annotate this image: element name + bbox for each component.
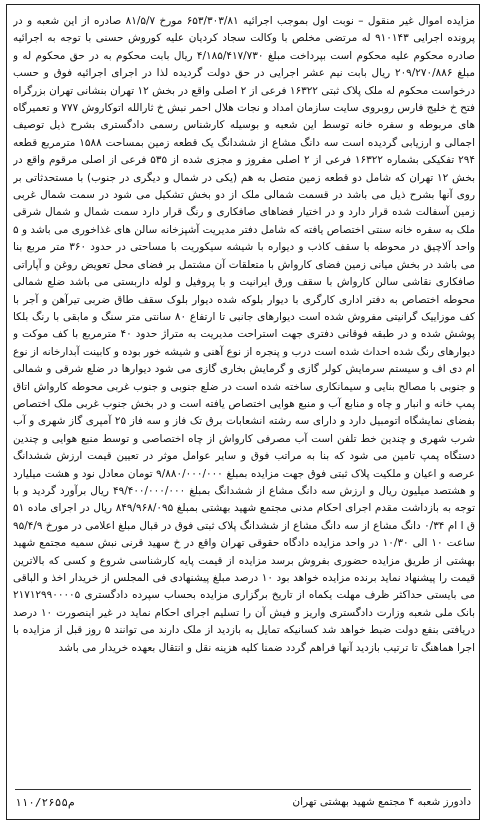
notice-frame (6, 4, 480, 820)
notice-body (13, 13, 475, 789)
court-signature: دادورز شعبه ۴ مجتمع شهید بهشتی تهران (292, 796, 471, 808)
notice-paragraph: مزایده اموال غیر منقول – نوبت اول بموجب اجرائیه ۶۵۳/۳۰۳/۸۱ مورخ ۸۱/۵/۷ صادره از این شعبه و در پرونده اجرایی ۹۱۰۱۴۳ له مرتضی مخلص با وکالت سجاد کردیان علیه کوروش حسنی با توجه به اجرائیه صادره محکوم علیه محکوم است بپرداخت مبلغ ۴/۱۸۵/۴۱۷/۷۳۰ ریال بابت محکوم به در حق محکوم له و مبلغ ۲۰۹/۲۷۰/۸۸۶ ریال بابت نیم عشر اجرایی در حق دولت گردیده لذا در اجرای اجرائیه فوق و حسب درخواست محکوم له ملک پلاک ثبتی ۱۶۳۲۲ فرعی از ۲ اصلی واقع در بخش ۱۲ تهران بنشانی تهران بزرگراه فتح خ خلیج فارس روبروی سایت سازمان امداد و نجات هلال احمر نبش خ ثارالله اتوکاروش ۷۷۷ و تعمیرگاه های مربوطه و سفره خانه توسط این شعبه و بوسیله کارشناس رسمی دادگستری بشرح ذیل توصیف اجمالی و ارزیابی گردیده است سه دانگ مشاع از ششدانگ یک قطعه زمین بمساحت ۱۵۸۸ مترمربع قطعه ۲۹۴ تفکیکی بشماره ۱۶۳۲۲ فرعی از ۲ اصلی مفروز و مجزی شده از ۵۳۵ فرعی از اصلی مرقوم واقع در بخش ۱۲ تهران که شامل دو قطعه زمین متصل به هم (یکی در شمال و دیگری در جنوب) با مستحدثاتی بر روی آنها بشرح ذیل می باشد در قسمت شمالی ملک از دو بخش تشکیل می شود در سمت شمال غربی زمین آسفالت شده قرار دارد و در اختیار فضاهای صافکاری و رنگ قرار دارد سمت شمال و شمال شرقی ملک به سفره خانه سنتی اختصاص یافته که شامل دفتر مدیریت آشپزخانه سالن های غذاخوری می باشد و ۵ واحد آلاچیق در محوطه با سقف کاذب و دیواره با شیشه سیکوریت با مساحتی در حدود ۳۶۰ متر مربع بنا می باشد در بخش میانی زمین فضای کارواش با متعلقات آن مشتمل بر فضای محل تعویض روغن و آپاراتی صافکاری نقاشی سالن کارواش با سقف ورق ایرانیت و با پروفیل و لوله داربستی می باشد ضلع شمالی محوطه اختصاص به دفتر اداری کارگری با دیوار بلوکه شده دیوار بلوک سقف طاق ضربی تیرآهن و آجر با کف موزاییک گرانیتی مفروش شده است دیوارهای جانبی تا ارتفاع ۸۰ سانتی متر سنگ و مابقی با رنگ بلکا پوشش شده و در طبقه فوقانی دفتری جهت استراحت مدیریت به متراژ حدود ۴۰ مترمربع با کف موکت و دیوارهای رنگ شده احداث شده است درب و پنجره از نوع آهنی و شیشه خور بوده و کابینت آبدارخانه از نوع ام دی اف و سیستم سرمایش کولر گازی و گرمایش بخاری گازی می شود دیوارها در ضلع شرقی و شمالی و جنوبی با مصالح بنایی و سیمانکاری ساخته شده است در ضلع جنوبی و جنوب غربی محوطه کارواش اتاق پمپ خانه و انبار و چاه و منابع آب و منبع هوایی اختصاص یافته است و در بخش جنوب غربی ملک اختصاص بفضای نمایشگاه اتومبیل دارد و دارای سه رشته انشعابات برق تک فاز و سه فاز ۲۵ آمپری گاز شهری و آب شرب شهری و چندین خط تلفن است آب مصرفی کارواش از چاه اختصاصی و توسط منبع هوایی و چندین دستگاه پمپ تامین می شود که بنا به مراتب فوق و سایر عوامل موثر در تعیین قیمت ارزش ششدانگ عرصه و اعیان و ملکیت پلاک ثبتی فوق جهت مزایده بمبلغ ۹/۸۸۰/۰۰۰/۰۰۰ تومان معادل نود و هشت میلیارد و هشتصد میلیون ریال و ارزش سه دانگ مشاع از ششدانگ بمبلغ ۴۹/۴۰۰/۰۰۰/۰۰۰ ریال برآورد گردید و با توجه به بازداشت مقدم اجرای احکام مدنی مجتمع شهید بهشتی بمبلغ ۸۴۹/۹۶۸/۰۹۵ ریال در اجرای ماده ۵۱ ق ا ام ۰/۳۴ دانگ مشاع از سه دانگ مشاع از ششدانگ پلاک ثبتی فوق در قبال مبلغ اعلامی در مورخ ۹۵/۴/۹ ساعت ۱۰ الی ۱۰/۳۰ در واحد مزایده دادگاه حقوقی تهران واقع در خ سهید قرنی نبش سمیه مجتمع شهید بهشتی از طریق مزایده حضوری بفروش برسد مزایده از قیمت پایه کارشناسی شروع و کسی که بالاترین قیمت را پیشنهاد نماید برنده مزایده خواهد بود ۱۰ درصد مبلغ پیشنهادی فی المجلس از خریدار اخذ و الباقی می بایستی حداکثر ظرف مهلت یکماه از تاریخ برگزاری مزایده بحساب سپرده دادگستری ۲۱۷۱۲۹۹۰۰۰۰۵ بانک ملی شعبه وزارت دادگستری واریز و فیش آن را تسلیم اجرای احکام نماید در غیر اینصورت ۱۰ درصد دریافتی بنفع دولت ضبط خواهد شد کسانیکه تمایل به بازدید از ملک دارند می توانند ۵ روز قبل از مزایده با اجرا هماهنگ تا ترتیب بازدید آنها فراهم گردد ضمنا کلیه هزینه نقل و انتقال بعهده خریدار می باشد (13, 15, 475, 654)
notice-footer (15, 789, 471, 814)
notice-code: ۱۱۰/۲۶۵۵م (15, 795, 75, 809)
